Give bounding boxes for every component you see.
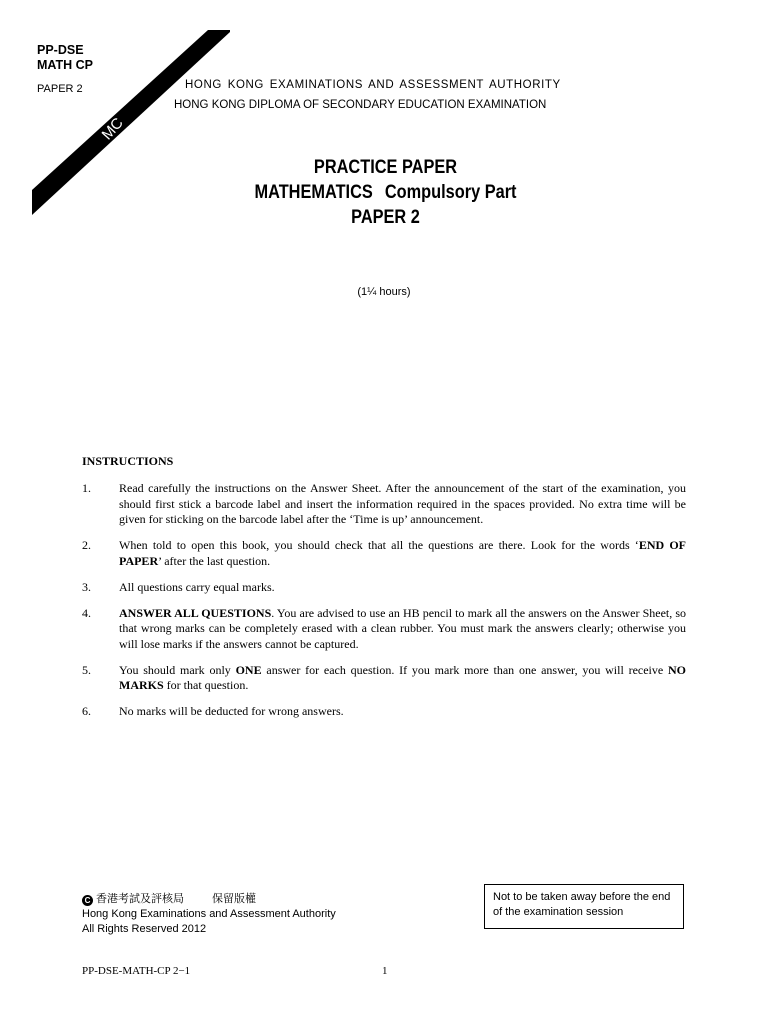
instruction-text [119, 663, 686, 694]
exam-duration: (1¼ hours) [357, 286, 411, 298]
instruction-segment: Read carefully the instructions on the Answer Sheet. After the announcement of the start of the examination, you should first stick a barcode label and insert the information required in the spaces provided. No extra time will be given for sticking on the barcode label after the ‘Time is up’ announcement. [119, 481, 686, 526]
copyright-zh-rights: 保留版權 [212, 893, 256, 905]
instruction-segment: All questions carry equal marks. [119, 579, 275, 594]
copyright-en-rights: All Rights Reserved 2012 [82, 923, 207, 935]
paper-code-line1: PP-DSE [37, 43, 84, 57]
copyright-zh-authority: 香港考試及評核局 [96, 893, 184, 905]
authority-name: HONG KONG EXAMINATIONS AND ASSESSMENT AUTHORITY [185, 79, 561, 91]
instruction-number: 3. [82, 579, 91, 594]
instruction-segment: for that question. [163, 678, 249, 692]
title-block [0, 155, 768, 230]
instruction-item [82, 580, 686, 596]
notice-box: Not to be taken away before the end of the examination session [484, 884, 684, 929]
exam-name: HONG KONG DIPLOMA OF SECONDARY EDUCATION EXAMINATION [174, 99, 547, 111]
instructions-heading: INSTRUCTIONS [82, 454, 174, 468]
instruction-item [82, 704, 686, 720]
instruction-segment: answer for each question. If you mark more than one answer, you will receive [261, 662, 668, 677]
paper-label: PAPER 2 [37, 83, 83, 95]
instruction-text [119, 606, 686, 653]
copyright-en-authority: Hong Kong Examinations and Assessment Authority [82, 908, 336, 920]
instruction-emphasis: END OF PAPER [119, 538, 687, 568]
instruction-text [119, 704, 686, 720]
title-subject [54, 180, 717, 205]
instruction-emphasis: ONE [235, 662, 262, 677]
instruction-number: 1. [82, 481, 91, 495]
instruction-item [82, 606, 686, 653]
instruction-text [119, 481, 686, 528]
instruction-number: 5. [82, 662, 91, 677]
instruction-emphasis: NO MARKS [119, 662, 686, 692]
copyright-icon: C [82, 895, 93, 906]
paper-code-line2: MATH CP [37, 58, 94, 72]
instruction-segment: When told to open this book, you should check that all the questions are there. Look for the words ‘ [119, 538, 639, 552]
copyright-zh [82, 892, 336, 907]
page-number: 1 [382, 965, 388, 977]
instruction-text [119, 538, 686, 569]
ribbon-label: MC [98, 114, 127, 144]
paper-code [37, 43, 93, 73]
instruction-segment: No marks will be deducted for wrong answers. [119, 704, 344, 718]
instruction-number: 4. [82, 605, 91, 620]
title-paper: PAPER 2 [351, 207, 420, 228]
title-practice-paper: PRACTICE PAPER [313, 157, 458, 178]
footer-paper-code: PP-DSE-MATH-CP 2−1 [82, 965, 191, 977]
instruction-emphasis: ANSWER ALL QUESTIONS [119, 605, 272, 620]
instruction-number: 2. [82, 538, 91, 552]
instructions-list [82, 481, 686, 730]
instruction-item [82, 663, 686, 694]
copyright-block [82, 892, 336, 937]
instruction-item [82, 538, 686, 569]
instruction-number: 6. [82, 704, 91, 718]
instruction-segment: . You are advised to use an HB pencil to mark all the answers on the Answer Sheet, so that wrong marks can be completely erased with a clean rubber. You must mark the answers clearly; otherwise you will lose marks if the answers cannot be captured. [119, 605, 687, 651]
instruction-text [119, 580, 686, 596]
title-subject-part: Compulsory Part [384, 182, 517, 203]
instruction-item [82, 481, 686, 528]
instruction-segment: ’ after the last question. [158, 553, 271, 568]
title-subject-name: MATHEMATICS [254, 182, 373, 203]
instruction-segment: You should mark only [119, 662, 236, 677]
